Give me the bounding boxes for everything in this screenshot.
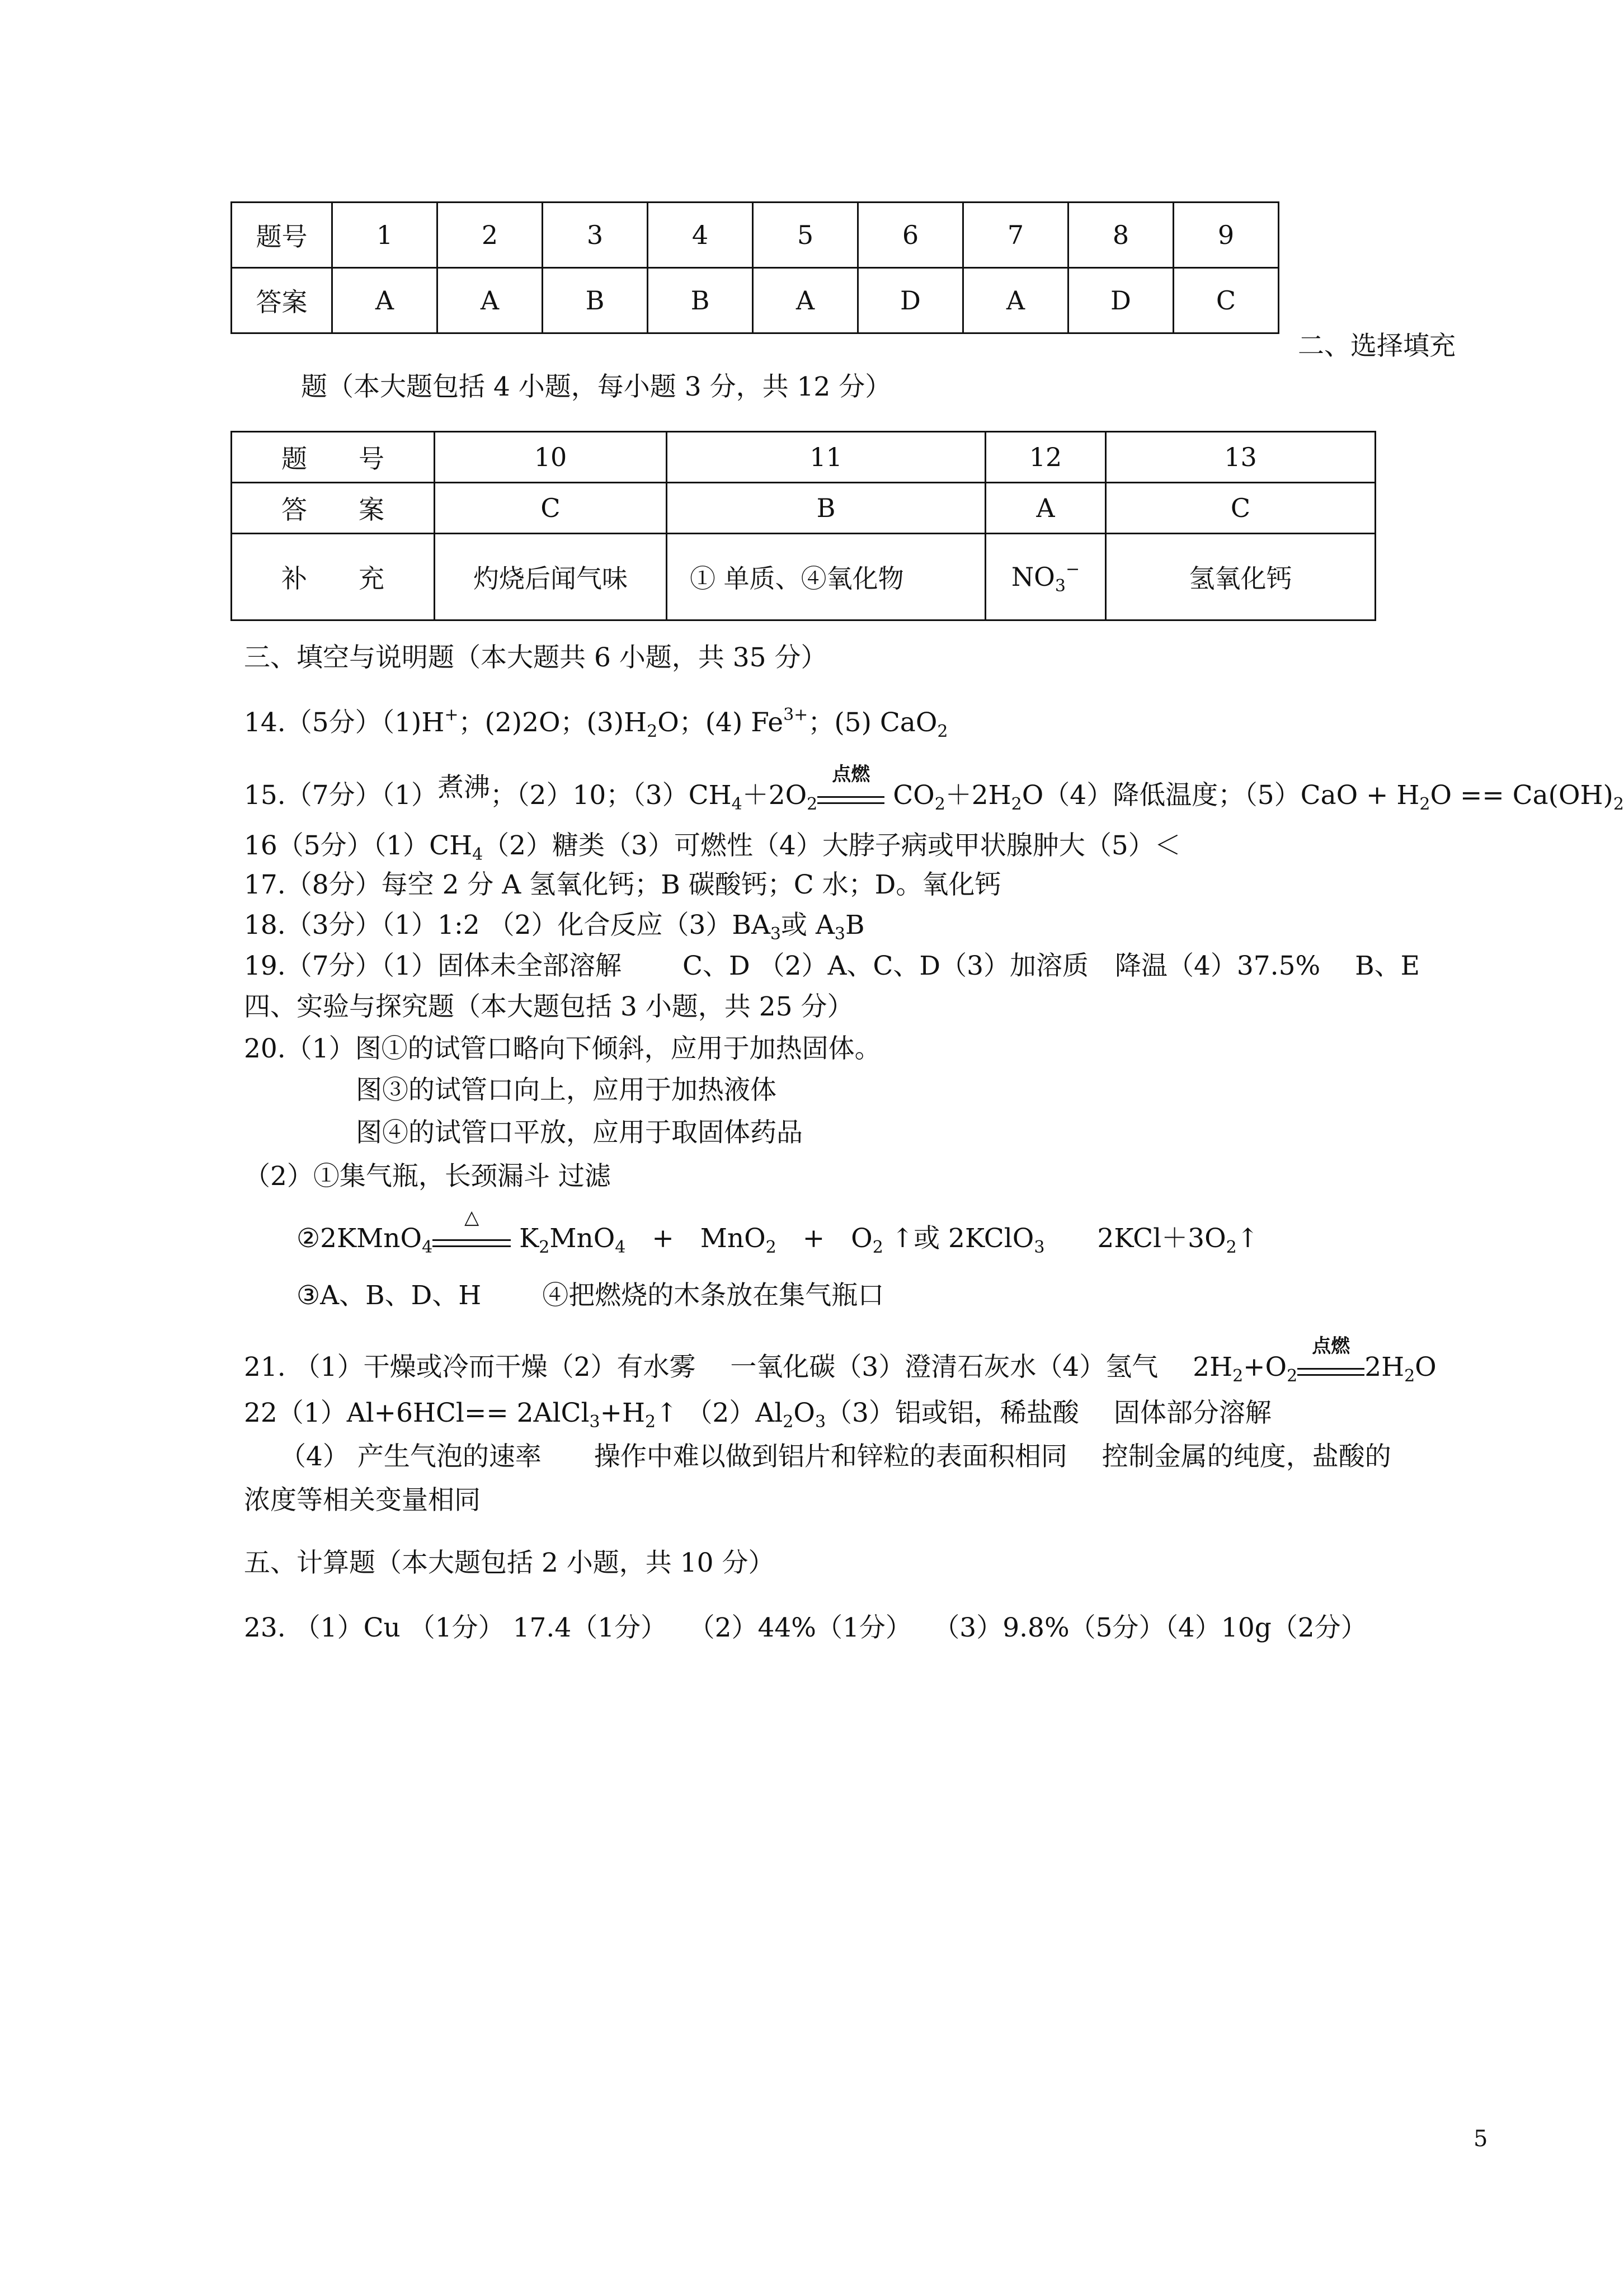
condition-label: 点燃 bbox=[1312, 1335, 1350, 1357]
answer-line-23: 23. （1）Cu （1分） 17.4（1分） （2）44%（1分） （3）9.8%（5分）（4）10g（2分） bbox=[244, 1612, 1367, 1643]
table-header-cell: 题号 bbox=[232, 203, 332, 268]
table-cell: 7 bbox=[963, 203, 1068, 268]
text: ↑ bbox=[1236, 1223, 1259, 1254]
subscript: 3 bbox=[834, 924, 845, 944]
equals-bar bbox=[1297, 1368, 1364, 1376]
text: 16（5分）（1）CH bbox=[244, 830, 473, 861]
subscript: 2 bbox=[1232, 1366, 1244, 1386]
subscript: 4 bbox=[472, 845, 483, 864]
text: 18.（3分）（1）1:2 （2）化合反应（3）BA bbox=[244, 910, 770, 941]
table-cell: D bbox=[1068, 268, 1174, 333]
table-cell: 12 bbox=[986, 432, 1106, 483]
table-cell: ① 单质、④氧化物 bbox=[667, 534, 986, 620]
text: （3）铝或铝，稀盐酸 固体部分溶解 bbox=[826, 1398, 1272, 1428]
table-cell: A bbox=[753, 268, 858, 333]
answer-line-14 bbox=[244, 705, 948, 741]
subscript: 2 bbox=[1226, 1238, 1237, 1257]
table-cell: A bbox=[963, 268, 1068, 333]
table-cell: 8 bbox=[1068, 203, 1174, 268]
text: ＋2O bbox=[742, 780, 807, 811]
subscript: 2 bbox=[1613, 794, 1624, 814]
superscript: + bbox=[444, 705, 459, 725]
equals-bar bbox=[817, 796, 884, 804]
answer-table-1 bbox=[230, 201, 1279, 334]
answer-line-20: 20.（1）图①的试管口略向下倾斜，应用于加热固体。 bbox=[244, 1033, 881, 1064]
text: 14.（5分）（1)H bbox=[244, 707, 445, 738]
answer-line-22 bbox=[244, 1398, 1272, 1432]
answer-line-20f: ③A、B、D、H ④把燃烧的木条放在集气瓶口 bbox=[296, 1280, 884, 1311]
subscript: 3 bbox=[815, 1412, 826, 1432]
answer-line-20b: 图③的试管口向上，应用于加热液体 bbox=[356, 1075, 776, 1106]
reaction-condition bbox=[1297, 1335, 1364, 1376]
reaction-condition bbox=[432, 1206, 511, 1247]
subscript: 2 bbox=[1287, 1366, 1298, 1386]
text: 2KCl＋3O bbox=[1044, 1223, 1226, 1254]
reaction-condition bbox=[817, 763, 884, 804]
subscript: 2 bbox=[872, 1238, 883, 1257]
section-title: 二、选择填充 bbox=[1298, 331, 1456, 361]
subscript: 3 bbox=[770, 924, 782, 944]
subscript: 2 bbox=[645, 1412, 656, 1432]
table-cell: C bbox=[435, 483, 667, 534]
table-row bbox=[232, 483, 1376, 534]
text: ；（2）10；（3）CH bbox=[490, 780, 732, 811]
section-title: 题（本大题包括 4 小题，每小题 3 分，共 12 分） bbox=[301, 372, 892, 402]
table-cell: C bbox=[1106, 483, 1376, 534]
text: O；(4) Fe bbox=[657, 707, 784, 738]
answer-line-20e bbox=[296, 1206, 1259, 1257]
page-number: 5 bbox=[1474, 2126, 1488, 2152]
subscript: 3 bbox=[1034, 1238, 1045, 1257]
table-row bbox=[232, 268, 1279, 333]
table-cell: 13 bbox=[1106, 432, 1376, 483]
table-cell: 5 bbox=[753, 203, 858, 268]
text: O（4）降低温度；（5）CaO + H bbox=[1022, 780, 1420, 811]
text: + O bbox=[776, 1223, 873, 1254]
text: O == Ca(OH) bbox=[1430, 780, 1613, 811]
text: 2H bbox=[1364, 1352, 1405, 1383]
table-row bbox=[232, 203, 1279, 268]
table-cell: B bbox=[648, 268, 753, 333]
answer-table-2 bbox=[230, 431, 1376, 621]
text: （2）糖类（3）可燃性（4）大脖子病或甲状腺肿大（5）＜ bbox=[483, 830, 1181, 861]
text: 或 A bbox=[781, 910, 835, 941]
superscript: − bbox=[1065, 559, 1080, 579]
table-cell: A bbox=[437, 268, 543, 333]
subscript: 2 bbox=[807, 794, 818, 814]
text: CO bbox=[884, 780, 935, 811]
section-title: 四、实验与探究题（本大题包括 3 小题，共 25 分） bbox=[244, 991, 854, 1022]
text: +O bbox=[1243, 1352, 1287, 1383]
answer-line-20d: （2）①集气瓶，长颈漏斗 过滤 bbox=[244, 1161, 611, 1192]
subscript: 2 bbox=[934, 794, 945, 814]
subscript: 2 bbox=[1404, 1366, 1415, 1386]
subscript: 2 bbox=[1419, 794, 1430, 814]
answer-line-22b: （4） 产生气泡的速率 操作中难以做到铝片和锌粒的表面积相同 控制金属的纯度，盐酸的 bbox=[280, 1441, 1391, 1472]
text: 15.（7分）（1） bbox=[244, 780, 438, 811]
answer-line-19: 19.（7分）（1）固体未全部溶解 C、D （2）A、C、D（3）加溶质 降温（4）37.5% B、E bbox=[244, 951, 1420, 981]
table-cell: 2 bbox=[437, 203, 543, 268]
equals-bar bbox=[432, 1239, 511, 1247]
table-header-cell: 题 号 bbox=[232, 432, 435, 483]
table-row bbox=[232, 432, 1376, 483]
ion-formula: NO bbox=[1011, 562, 1055, 592]
table-cell: A bbox=[986, 483, 1106, 534]
text: 21. （1）干燥或冷而干燥（2）有水雾 一氧化碳（3）澄清石灰水（4）氢气 2H bbox=[244, 1352, 1233, 1383]
text: ②2KMnO bbox=[296, 1223, 422, 1254]
subscript: 2 bbox=[783, 1412, 794, 1432]
table-cell: 氢氧化钙 bbox=[1106, 534, 1376, 620]
answer-line-15 bbox=[244, 763, 1624, 814]
table-cell: 1 bbox=[332, 203, 437, 268]
text: ＋2H bbox=[945, 780, 1011, 811]
text: + MnO bbox=[625, 1223, 766, 1254]
table-cell: C bbox=[1174, 268, 1279, 333]
table-cell: D bbox=[858, 268, 963, 333]
text: B bbox=[845, 910, 865, 941]
table-cell: 9 bbox=[1174, 203, 1279, 268]
table-cell bbox=[986, 534, 1106, 620]
subscript: 4 bbox=[422, 1238, 433, 1257]
table-header-cell: 答案 bbox=[232, 268, 332, 333]
subscript: 4 bbox=[731, 794, 742, 814]
table-cell: B bbox=[543, 268, 648, 333]
text: +H bbox=[600, 1398, 645, 1428]
text: O bbox=[793, 1398, 815, 1428]
subscript: 2 bbox=[937, 722, 948, 741]
subscript: 2 bbox=[1011, 794, 1022, 814]
text: MnO bbox=[549, 1223, 615, 1254]
answer-line-22c: 浓度等相关变量相同 bbox=[244, 1485, 481, 1516]
section-title: 三、填空与说明题（本大题共 6 小题，共 35 分） bbox=[244, 642, 827, 673]
answer-line-20c: 图④的试管口平放，应用于取固体药品 bbox=[356, 1117, 803, 1148]
condition-label: 点燃 bbox=[832, 763, 870, 786]
table-cell: 6 bbox=[858, 203, 963, 268]
answer-line-18 bbox=[244, 910, 865, 944]
section-title: 五、计算题（本大题包括 2 小题，共 10 分） bbox=[244, 1548, 775, 1578]
heat-triangle-icon: △ bbox=[464, 1206, 479, 1229]
answer-line-17: 17.（8分）每空 2 分 A 氢氧化钙；B 碳酸钙；C 水；D。氧化钙 bbox=[244, 869, 1001, 900]
superscript: 3+ bbox=[783, 705, 808, 725]
subscript: 3 bbox=[589, 1412, 600, 1432]
table-row bbox=[232, 534, 1376, 620]
table-header-cell: 补 充 bbox=[232, 534, 435, 620]
table-cell: 3 bbox=[543, 203, 648, 268]
table-cell: 11 bbox=[667, 432, 986, 483]
subscript: 2 bbox=[765, 1238, 776, 1257]
table-cell: B bbox=[667, 483, 986, 534]
text: ↑或 2KClO bbox=[883, 1223, 1034, 1254]
table-cell: 10 bbox=[435, 432, 667, 483]
text: 煮沸 bbox=[437, 772, 491, 803]
subscript: 4 bbox=[615, 1238, 626, 1257]
table-cell: A bbox=[332, 268, 437, 333]
table-cell: 4 bbox=[648, 203, 753, 268]
text: ；(5) CaO bbox=[808, 707, 938, 738]
subscript: 2 bbox=[539, 1238, 550, 1257]
text: ↑ （2）Al bbox=[656, 1398, 783, 1428]
text: 22（1）Al+6HCl== 2AlCl bbox=[244, 1398, 590, 1428]
answer-line-21 bbox=[244, 1335, 1437, 1386]
table-header-cell: 答 案 bbox=[232, 483, 435, 534]
subscript: 2 bbox=[647, 722, 658, 741]
subscript: 3 bbox=[1055, 576, 1066, 596]
text: K bbox=[511, 1223, 539, 1254]
table-cell: 灼烧后闻气味 bbox=[435, 534, 667, 620]
text: ；(2)2O；(3)H bbox=[458, 707, 647, 738]
answer-line-16 bbox=[244, 830, 1181, 864]
text: O bbox=[1415, 1352, 1437, 1383]
